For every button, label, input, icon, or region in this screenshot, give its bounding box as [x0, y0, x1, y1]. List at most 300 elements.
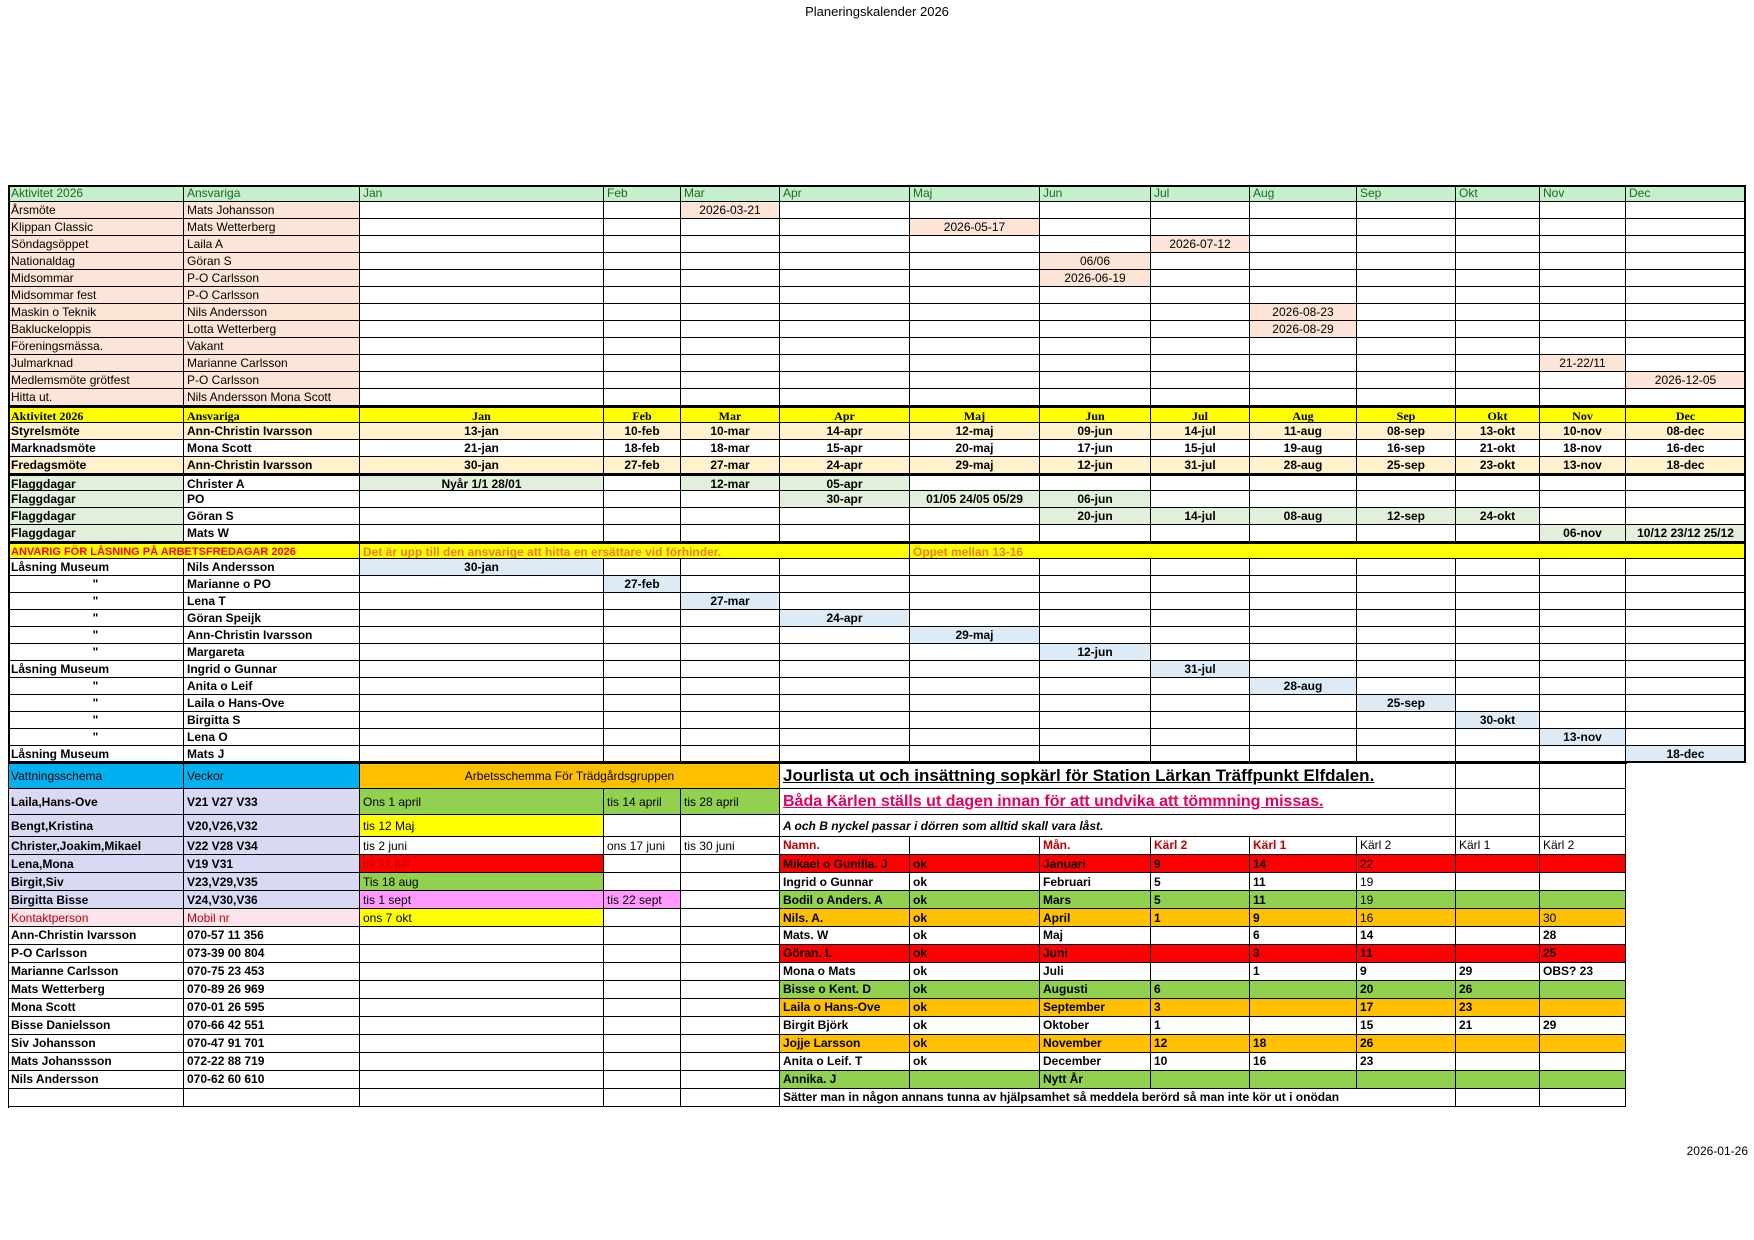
activity-name: Midsommar: [8, 270, 184, 287]
month-cell: [780, 219, 910, 236]
responsible-name: Nils Andersson: [184, 559, 360, 576]
cell: [681, 945, 780, 963]
month-cell: [1456, 372, 1540, 389]
jour-cell: ok: [910, 873, 1040, 891]
garden-date: tis 14 april: [604, 789, 681, 815]
lock-date: [604, 661, 681, 678]
month-cell: [1540, 321, 1626, 338]
lock-date: [681, 576, 780, 593]
month-cell: [1151, 321, 1250, 338]
month-cell: [681, 321, 780, 338]
jour-cell: 28: [1540, 927, 1626, 945]
month-cell: [910, 389, 1040, 406]
flag-date: [1626, 474, 1746, 491]
flag-date: [1250, 474, 1357, 491]
lock-row: [8, 695, 1746, 712]
responsible-name: Göran S: [184, 253, 360, 270]
month-cell: [604, 219, 681, 236]
column-header: Mar: [681, 406, 780, 423]
jour-cell: 20: [1357, 981, 1456, 999]
lock-row: [8, 559, 1746, 576]
lock-date: [780, 729, 910, 746]
jour-cell: ok: [910, 1017, 1040, 1035]
lock-date: [1250, 695, 1357, 712]
footer-date: 2026-01-26: [1686, 1144, 1748, 1158]
month-cell: [780, 321, 910, 338]
activity-name: Medlemsmöte grötfest: [8, 372, 184, 389]
meeting-date: 08-dec: [1626, 423, 1746, 440]
jour-cell: Birgit Björk: [780, 1017, 910, 1035]
page-title: Planeringskalender 2026: [805, 4, 949, 19]
column-header: Dec: [1626, 185, 1746, 202]
event-row: [8, 202, 1746, 219]
jour-cell: 26: [1357, 1035, 1456, 1053]
month-cell: [910, 372, 1040, 389]
flag-date: [1357, 525, 1456, 542]
lock-date: [1151, 695, 1250, 712]
responsible-name: Vakant: [184, 338, 360, 355]
lock-date: [604, 729, 681, 746]
lower-row: [8, 1071, 1746, 1089]
jour-cell: Bisse o Kent. D: [780, 981, 910, 999]
meeting-row: [8, 440, 1746, 457]
month-cell: [1151, 355, 1250, 372]
lock-date: [1040, 559, 1151, 576]
month-cell: [604, 287, 681, 304]
jour-cell: Juli: [1040, 963, 1151, 981]
month-cell: [1456, 287, 1540, 304]
lock-date: [1040, 746, 1151, 763]
jour-cell: 18: [1250, 1035, 1357, 1053]
lock-date: [910, 712, 1040, 729]
jour-cell: 14: [1357, 927, 1456, 945]
activity-name: Hitta ut.: [8, 389, 184, 406]
lock-date: [360, 610, 604, 627]
jour-cell: Anita o Leif. T: [780, 1053, 910, 1071]
lock-date: [1626, 627, 1746, 644]
jour-column-header: Kärl 2: [1151, 837, 1250, 855]
lower-row: [8, 873, 1746, 891]
jour-cell: [1250, 981, 1357, 999]
cell: [360, 945, 604, 963]
month-cell: [910, 202, 1040, 219]
month-cell: 2026-12-05: [1626, 372, 1746, 389]
jour-cell: Annika. J: [780, 1071, 910, 1089]
meeting-date: 21-jan: [360, 440, 604, 457]
lower-row: [8, 927, 1746, 945]
lock-date: [604, 695, 681, 712]
garden-date: [681, 909, 780, 927]
lock-date: [1626, 661, 1746, 678]
water-weeks: V24,V30,V36: [184, 891, 360, 909]
month-cell: [1540, 219, 1626, 236]
activity-name: Klippan Classic: [8, 219, 184, 236]
responsible-name: Mats Johansson: [184, 202, 360, 219]
cell: [681, 1053, 780, 1071]
jour-cell: 22: [1357, 855, 1456, 873]
lock-date: [780, 678, 910, 695]
responsible-name: Göran Speijk: [184, 610, 360, 627]
garden-date: Tis 18 aug: [360, 873, 604, 891]
jour-cell: 5: [1151, 891, 1250, 909]
lock-date: [1357, 576, 1456, 593]
lower-row: [8, 1017, 1746, 1035]
water-weeks: V20,V26,V32: [184, 815, 360, 837]
month-cell: 21-22/11: [1540, 355, 1626, 372]
responsible-name: Mona Scott: [184, 440, 360, 457]
garden-date: tis 22 sept: [604, 891, 681, 909]
column-header: Nov: [1540, 185, 1626, 202]
jour-cell: 3: [1250, 945, 1357, 963]
garden-date: tis 2 juni: [360, 837, 604, 855]
month-cell: [780, 389, 910, 406]
month-cell: [1151, 304, 1250, 321]
cell: [1540, 1089, 1626, 1107]
meeting-date: 21-okt: [1456, 440, 1540, 457]
month-cell: [1151, 253, 1250, 270]
lock-label: ": [8, 627, 184, 644]
jour-cell: [1456, 855, 1540, 873]
responsible-name: Laila A: [184, 236, 360, 253]
lock-date: [1357, 559, 1456, 576]
month-cell: 2026-08-23: [1250, 304, 1357, 321]
month-cell: [1357, 236, 1456, 253]
event-row: [8, 338, 1746, 355]
lock-open-hours: Öppet mellan 13-16: [910, 542, 1746, 559]
flag-row: [8, 491, 1746, 508]
month-cell: [1357, 202, 1456, 219]
lock-date: [910, 729, 1040, 746]
month-cell: [360, 355, 604, 372]
column-header: Dec: [1626, 406, 1746, 423]
responsible-name: Lena T: [184, 593, 360, 610]
jour-cell: 30: [1540, 909, 1626, 927]
month-cell: [1357, 389, 1456, 406]
lock-date: [1357, 746, 1456, 763]
flag-date: [1626, 508, 1746, 525]
lock-date: [604, 644, 681, 661]
garden-date: tis 1 sept: [360, 891, 604, 909]
lock-date: [1626, 593, 1746, 610]
month-cell: [604, 270, 681, 287]
month-cell: [360, 389, 604, 406]
month-cell: [1540, 202, 1626, 219]
lock-date: [360, 661, 604, 678]
column-header: Jun: [1040, 406, 1151, 423]
lock-date: [1456, 661, 1540, 678]
meeting-date: 14-apr: [780, 423, 910, 440]
event-row: [8, 355, 1746, 372]
meeting-date: 31-jul: [1151, 457, 1250, 474]
meeting-date: 18-mar: [681, 440, 780, 457]
lock-label: Låsning Museum: [8, 559, 184, 576]
jour-cell: Mats. W: [780, 927, 910, 945]
contact-phone: 070-66 42 551: [184, 1017, 360, 1035]
lock-date: [1151, 746, 1250, 763]
contact-phone: 070-75 23 453: [184, 963, 360, 981]
lock-label: ": [8, 576, 184, 593]
jour-cell: 23: [1456, 999, 1540, 1017]
lock-date: [681, 695, 780, 712]
responsible-name: P-O Carlsson: [184, 287, 360, 304]
jour-cell: September: [1040, 999, 1151, 1017]
lower-header-row: [8, 763, 1746, 789]
lock-row: [8, 627, 1746, 644]
garden-date: tis 12 Maj: [360, 815, 604, 837]
lower-row: [8, 1089, 1746, 1107]
garden-date: [681, 891, 780, 909]
lock-date: [360, 746, 604, 763]
contact-name: Mona Scott: [8, 999, 184, 1017]
jour-cell: [1456, 873, 1540, 891]
jour-subtitle: Båda Kärlen ställs ut dagen innan för att undvika att tömmning missas.: [780, 789, 1456, 815]
column-header: Mar: [681, 185, 780, 202]
meeting-date: 30-jan: [360, 457, 604, 474]
lock-date: [1357, 644, 1456, 661]
column-header: Apr: [780, 406, 910, 423]
lock-row: [8, 661, 1746, 678]
month-cell: [360, 338, 604, 355]
lock-header-row: [8, 542, 1746, 559]
month-cell: 2026-03-21: [681, 202, 780, 219]
lock-date: [1151, 627, 1250, 644]
cell: [360, 927, 604, 945]
column-header: Feb: [604, 406, 681, 423]
column-header: Jan: [360, 406, 604, 423]
jour-cell: Jojje Larsson: [780, 1035, 910, 1053]
garden-date: [681, 815, 780, 837]
jour-cell: Mikael o Gunilla. J: [780, 855, 910, 873]
jour-cell: [1151, 945, 1250, 963]
month-cell: [1250, 389, 1357, 406]
month-cell: 2026-05-17: [910, 219, 1040, 236]
meeting-date: 10-feb: [604, 423, 681, 440]
month-cell: [1357, 304, 1456, 321]
responsible-name: Marianne Carlsson: [184, 355, 360, 372]
cell: [1456, 763, 1540, 789]
flag-date: [1250, 491, 1357, 508]
cell: [1540, 789, 1626, 815]
lock-date: [780, 746, 910, 763]
column-header: Okt: [1456, 185, 1540, 202]
jour-cell: 6: [1151, 981, 1250, 999]
jour-cell: 19: [1357, 891, 1456, 909]
flag-date: 08-aug: [1250, 508, 1357, 525]
jour-cell: [910, 1071, 1040, 1089]
month-cell: [1456, 389, 1540, 406]
lock-date: [604, 593, 681, 610]
jour-cell: 16: [1357, 909, 1456, 927]
jour-cell: [1540, 1071, 1626, 1089]
meeting-date: 27-mar: [681, 457, 780, 474]
responsible-name: Lotta Wetterberg: [184, 321, 360, 338]
flag-date: 12-mar: [681, 474, 780, 491]
meeting-date: 18-dec: [1626, 457, 1746, 474]
month-cell: [780, 355, 910, 372]
cell: [1456, 815, 1540, 837]
lock-date: [1626, 610, 1746, 627]
lock-date: [910, 695, 1040, 712]
lock-date: [1250, 627, 1357, 644]
month-cell: [1626, 219, 1746, 236]
flag-date: [681, 508, 780, 525]
month-cell: [681, 372, 780, 389]
jour-cell: 3: [1151, 999, 1250, 1017]
month-cell: [780, 304, 910, 321]
month-cell: [604, 253, 681, 270]
lock-date: [780, 661, 910, 678]
month-cell: [1040, 236, 1151, 253]
lower-row: [8, 909, 1746, 927]
month-cell: [360, 287, 604, 304]
month-cell: [1040, 304, 1151, 321]
lower-row: [8, 891, 1746, 909]
lock-date: [1456, 610, 1540, 627]
jour-note: A och B nyckel passar i dörren som alltid skall vara låst.: [780, 815, 1456, 837]
lock-label: ": [8, 729, 184, 746]
responsible-name: Ann-Christin Ivarsson: [184, 457, 360, 474]
lock-date: [604, 712, 681, 729]
lock-date: [1540, 661, 1626, 678]
lock-date: [681, 627, 780, 644]
jour-cell: 1: [1250, 963, 1357, 981]
contact-name: Nils Andersson: [8, 1071, 184, 1089]
flag-date: [1540, 508, 1626, 525]
jour-cell: 21: [1456, 1017, 1540, 1035]
jour-cell: [1151, 963, 1250, 981]
lock-date: [910, 644, 1040, 661]
cell: [1540, 815, 1626, 837]
jour-cell: [1456, 927, 1540, 945]
meeting-name: Styrelsmöte: [8, 423, 184, 440]
lock-label: ": [8, 695, 184, 712]
month-cell: [604, 236, 681, 253]
month-cell: [1040, 372, 1151, 389]
garden-date: Ons 1 april: [360, 789, 604, 815]
contact-phone: 072-22 88 719: [184, 1053, 360, 1071]
month-cell: [1151, 219, 1250, 236]
jour-title: Jourlista ut och insättning sopkärl för Station Lärkan Träffpunkt Elfdalen.: [780, 763, 1456, 789]
lock-date: [1540, 695, 1626, 712]
cell: [360, 1089, 604, 1107]
contact-name: Bisse Danielsson: [8, 1017, 184, 1035]
responsible-name: Marianne o PO: [184, 576, 360, 593]
cell: [681, 981, 780, 999]
cell: [360, 1035, 604, 1053]
event-row: [8, 270, 1746, 287]
jour-cell: 1: [1151, 909, 1250, 927]
lock-date: [1540, 746, 1626, 763]
lock-note: Det är upp till den ansvarige att hitta en ersättare vid förhinder.: [360, 542, 910, 559]
contact-name: Mats Wetterberg: [8, 981, 184, 999]
flag-date: [604, 525, 681, 542]
month-cell: [681, 304, 780, 321]
lock-date: [604, 610, 681, 627]
cell: [360, 963, 604, 981]
jour-cell: 9: [1151, 855, 1250, 873]
lock-date: [1540, 627, 1626, 644]
lock-date: 30-jan: [360, 559, 604, 576]
month-cell: [780, 202, 910, 219]
jour-cell: [1151, 1071, 1250, 1089]
lock-date: 28-aug: [1250, 678, 1357, 695]
month-cell: [1040, 389, 1151, 406]
responsible-name: Christer A: [184, 474, 360, 491]
month-cell: 06/06: [1040, 253, 1151, 270]
column-header: Maj: [910, 406, 1040, 423]
activity-name: Maskin o Teknik: [8, 304, 184, 321]
flag-date: 30-apr: [780, 491, 910, 508]
water-name: Christer,Joakim,Mikael: [8, 837, 184, 855]
cell: [604, 999, 681, 1017]
cell: [1456, 789, 1540, 815]
month-cell: [681, 355, 780, 372]
water-name: Lena,Mona: [8, 855, 184, 873]
lock-date: [1626, 559, 1746, 576]
month-cell: [1250, 219, 1357, 236]
phone-header: Mobil nr: [184, 909, 360, 927]
jour-column-header: Kärl 1: [1456, 837, 1540, 855]
calendar-header-row: [8, 185, 1746, 202]
responsible-name: Birgitta S: [184, 712, 360, 729]
lock-date: [1250, 746, 1357, 763]
column-header: Apr: [780, 185, 910, 202]
month-cell: [1540, 338, 1626, 355]
jour-cell: [1250, 1017, 1357, 1035]
meeting-date: 25-sep: [1357, 457, 1456, 474]
lock-date: [1540, 644, 1626, 661]
month-cell: [360, 236, 604, 253]
lower-row: [8, 815, 1746, 837]
lock-date: [1456, 729, 1540, 746]
lock-date: [1626, 729, 1746, 746]
jour-cell: [1456, 891, 1540, 909]
cell: [604, 963, 681, 981]
lock-date: [1357, 729, 1456, 746]
month-cell: [1456, 355, 1540, 372]
lock-date: [1151, 712, 1250, 729]
month-cell: [1357, 270, 1456, 287]
cell: [360, 981, 604, 999]
lock-date: [1250, 559, 1357, 576]
jour-cell: ok: [910, 999, 1040, 1017]
lock-date: 25-sep: [1357, 695, 1456, 712]
responsible-name: Ann-Christin Ivarsson: [184, 423, 360, 440]
lock-date: [360, 712, 604, 729]
jour-cell: April: [1040, 909, 1151, 927]
lock-date: [1456, 593, 1540, 610]
jour-cell: Maj: [1040, 927, 1151, 945]
lock-date: [1151, 678, 1250, 695]
water-name: Laila,Hans-Ove: [8, 789, 184, 815]
cell: [604, 1035, 681, 1053]
activity-name: Bakluckeloppis: [8, 321, 184, 338]
month-cell: [1357, 372, 1456, 389]
month-cell: [910, 355, 1040, 372]
meeting-date: 13-okt: [1456, 423, 1540, 440]
garden-date: [604, 909, 681, 927]
lock-row: [8, 576, 1746, 593]
jour-cell: [1540, 873, 1626, 891]
flag-date: 12-sep: [1357, 508, 1456, 525]
flag-date: [360, 491, 604, 508]
lock-date: [604, 559, 681, 576]
flag-date: [360, 508, 604, 525]
month-cell: [1626, 270, 1746, 287]
lock-row: [8, 746, 1746, 763]
activity-name: Föreningsmässa.: [8, 338, 184, 355]
meeting-date: 28-aug: [1250, 457, 1357, 474]
